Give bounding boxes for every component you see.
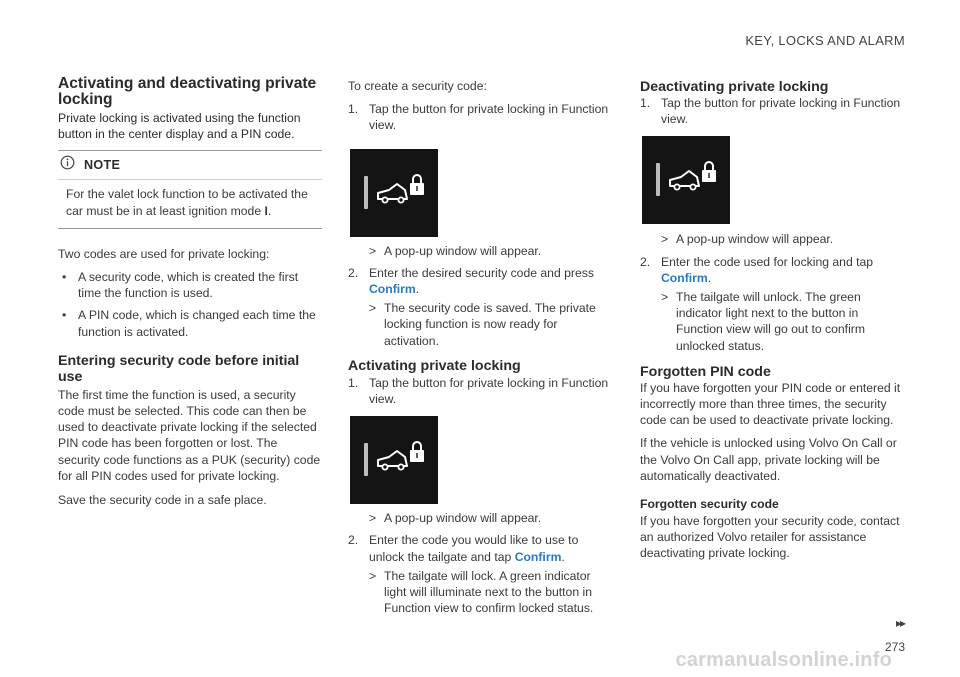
list-item-text: A security code, which is created the first time the function is used. [78, 270, 299, 301]
result-text: The security code is saved. The private locking function is now ready for activation. [384, 301, 596, 348]
confirm-link[interactable]: Confirm [369, 282, 416, 297]
result-text: The tailgate will unlock. The green indicator light next to the button in Function view will go out to confirm unlocked status. [676, 290, 865, 353]
note-header [58, 155, 322, 180]
step-result [348, 568, 614, 617]
codes-intro: Two codes are used for private locking: [58, 246, 270, 261]
step-number: 1. [640, 96, 651, 110]
step-result [348, 510, 614, 526]
create-intro: To create a security code: [348, 79, 487, 93]
indicator-bar [364, 176, 368, 209]
entering-paragraph: The first time the function is used, a security code must be selected. This code can then be used to deactivate private locking if the selected PIN code has been forgotten or lost. The security code functions as a PUK (security) code for all PIN codes used for private locking. [58, 387, 321, 483]
page-header: KEY, LOCKS AND ALARM [745, 33, 905, 48]
list-item [58, 307, 322, 339]
result-text: The tailgate will lock. A green indicator light will illuminate next to the button in Function view to confirm locked status. [384, 568, 594, 616]
ignition-mode: I [264, 203, 268, 218]
page-number: 273 [884, 640, 905, 654]
result-marker: > [369, 301, 377, 316]
list-item-text: A PIN code, which is changed each time the function is activated. [78, 308, 316, 339]
watermark: carmanualsonline.info [675, 649, 892, 671]
step-item: 2. Enter the desired security code and press Confirm. [348, 265, 594, 297]
bullet-marker: • [62, 270, 67, 285]
section-title: Activating and deactivating private locking [58, 75, 317, 108]
private-locking-button-image [350, 416, 438, 504]
step-item [348, 375, 614, 407]
result-text: A pop-up window will appear. [384, 511, 542, 526]
entering-heading: Entering security code before initial use [58, 352, 300, 385]
result-marker: > [661, 232, 669, 247]
step-number: 1. [348, 102, 359, 117]
column-3 [640, 76, 906, 562]
next-page-arrow-icon[interactable]: ▸▸ [895, 616, 904, 630]
private-locking-button-image [350, 149, 438, 237]
step-number: 2. [348, 533, 359, 548]
save-paragraph: Save the security code in a safe place. [58, 493, 267, 508]
step-item: 2. Enter the code used for locking and tap Confirm. [640, 254, 874, 285]
list-item [58, 269, 322, 301]
step-number: 1. [348, 375, 359, 390]
confirm-link[interactable]: Confirm [514, 549, 562, 564]
indicator-bar [364, 443, 368, 476]
deactivating-heading: Deactivating private locking [640, 79, 829, 95]
note-text [58, 186, 322, 218]
step-text: Enter the code you would like to use to unlock the tailgate and tap [369, 533, 579, 564]
activating-heading: Activating private locking [348, 357, 521, 374]
forgotten-pin-heading: Forgotten PIN code [640, 363, 771, 380]
result-text: A pop-up window will appear. [676, 232, 834, 247]
result-marker: > [369, 568, 377, 583]
confirm-link[interactable]: Confirm [661, 270, 708, 285]
note-text-end: . [267, 203, 272, 218]
lead-paragraph: Private locking is activated using the function button in the center display and a PIN code. [58, 111, 301, 142]
note-box [58, 150, 322, 228]
step-result [348, 243, 614, 259]
step-result [348, 300, 614, 349]
step-item [640, 95, 906, 127]
note-text-main: For the valet lock function to be activated the car must be in at least ignition mode [66, 187, 308, 218]
step-result [640, 231, 906, 247]
result-marker: > [369, 511, 377, 526]
unlocked-paragraph: If the vehicle is unlocked using Volvo On Call or the Volvo On Call app, private locking will be automatically deactivated. [640, 436, 897, 483]
forgotten-security-heading: Forgotten security code [640, 497, 779, 512]
step-number: 2. [348, 265, 359, 280]
result-marker: > [369, 243, 377, 258]
result-marker: > [661, 290, 669, 305]
forgotten-security-paragraph: If you have forgotten your security code, contact an authorized Volvo retailer for assistance deactivating private locking. [640, 514, 900, 561]
step-text: Tap the button for private locking in Function view. [369, 375, 609, 407]
column-2 [348, 76, 614, 616]
step-text: Enter the code used for locking and tap [661, 254, 874, 269]
step-number: 2. [640, 254, 651, 269]
step-text: Enter the desired security code and press [369, 265, 594, 280]
step-result [640, 289, 906, 354]
indicator-bar [656, 163, 660, 196]
step-text: Tap the button for private locking in Function view. [661, 96, 901, 127]
column-1 [58, 76, 322, 508]
info-circle-icon [60, 155, 75, 175]
step-item [348, 101, 614, 133]
step-item: 2. Enter the code you would like to use to unlock the tailgate and tap Confirm. [348, 533, 579, 564]
forgotten-pin-paragraph: If you have forgotten your PIN code or entered it incorrectly more than three times, the security code can be used to deactivate private locking. [640, 380, 901, 428]
step-text: Tap the button for private locking in Function view. [369, 102, 609, 133]
private-locking-button-image [642, 136, 730, 224]
note-title: NOTE [84, 158, 121, 173]
bullet-marker: • [62, 308, 67, 323]
result-text: A pop-up window will appear. [384, 243, 542, 258]
